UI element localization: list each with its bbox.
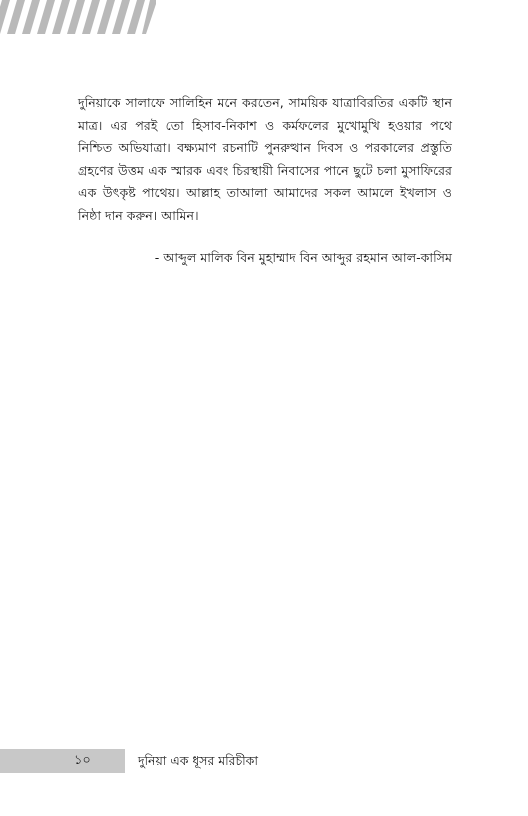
- author-signature: - আব্দুল মালিক বিন মুহাম্মাদ বিন আব্দুর রহমান আল-কাসিম: [154, 250, 452, 265]
- running-title: দুনিয়া এক ধূসর মরিচীকা: [138, 753, 258, 768]
- stripe-pattern-graphic: [0, 0, 156, 34]
- decorative-stripe-band: [0, 0, 156, 34]
- body-paragraph: দুনিয়াকে সালাফে সালিহিন মনে করতেন, সাময়িক যাত্রাবিরতির একটি স্থান মাত্র। এর পরই তো হিসাব-নিকাশ ও কর্মফলের মুখোমুখি হওয়ার পথে নিশ্চিত অভিযাত্রা। বক্ষ্যমাণ রচনাটি পুনরুত্থান দিবস ও পরকালের প্রস্তুতি গ্রহণের উত্তম এক স্মারক এবং চিরস্থায়ী নিবাসের পানে ছুটে চলা মুসাফিরের এক উৎকৃষ্ট পাথেয়। আল্লাহ তাআলা আমাদের সকল আমলে ইখলাস ও নিষ্ঠা দান করুন। আমিন।: [78, 95, 452, 223]
- page-number: ১০: [74, 753, 91, 768]
- footer-page-bar: [0, 749, 125, 773]
